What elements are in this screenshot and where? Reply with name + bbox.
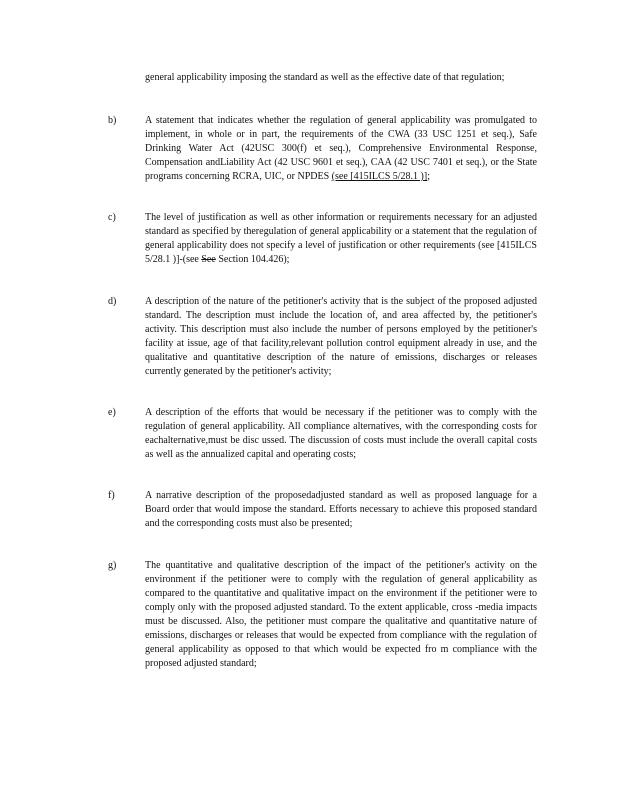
item-text: A description of the nature of the petitioner's activity that is the subject of the proposed adjusted standard. The description must include the location of, and area affected by, the petitioner's activity. This description must also include the number of persons employed by the petitioner's facility at issue, age of that facility,relevant pollution control equipment already in use, and the qualitative and quantitative description of the nature of emissions, discharges or releases currently generated by the petitioner's activity; <box>145 296 537 377</box>
item-text <box>145 211 537 267</box>
item-label: f) <box>108 490 115 501</box>
item-tail: ; <box>427 171 430 182</box>
item-body: A statement that indicates whether the regulation of general applicability was promulgated to implement, in whole or in part, the requirements of the CWA (33 USC 1251 et seq.), Safe Drinking Water Act (42USC 300(f) et seq.), Comprehensive Environmental Response, Compensation andLiability Act (42 USC 9601 et seq.), CAA (42 USC 7401 et seq.), or the State programs concerning RCRA, UIC, or NPDES <box>145 115 537 182</box>
item-text: A description of the efforts that would be necessary if the petitioner was to comply with the regulation of general applicability. All compliance alternatives, with the corresponding costs for eachalternative,must be disc ussed. The discussion of costs must include the overall capital costs as well as the annualized capital and operating costs; <box>145 407 537 460</box>
item-text <box>145 114 537 184</box>
item-label: g) <box>108 560 117 571</box>
item-text: The quantitative and qualitative description of the impact of the petitioner's activity on the environment if the petitioner were to comply with the regulation of general applicability as compared to the quantitative and qualitative impact on the environment if the petitioner were to comply only with the proposed adjusted standard. To the extent applicable, cross -media impacts must be discussed. Also, the petitioner must compare the qualitative and quantitative nature of emissions, discharges or releases that would be expected from compliance with the regulation of general applicability as opposed to that which would be expected fro m compliance with the proposed adjusted standard; <box>145 560 537 669</box>
item-label: d) <box>108 296 117 307</box>
item-tail: Section 104.426); <box>218 254 290 265</box>
item-label: c) <box>108 212 116 223</box>
continuation-paragraph: general applicability imposing the standard as well as the effective date of that regulation; <box>145 72 505 83</box>
struck-text: See <box>201 254 216 265</box>
item-body: The level of justification as well as other information or requirements necessary for an adjusted standard as specified by theregulation of general applicability or a statement that the regulation of general applicability does not specify a level of justification or other requirements (see [415ILCS 5/28.1 )]-(see <box>145 212 537 265</box>
item-text: A narrative description of the proposedadjusted standard as well as proposed language for a Board order that would impose the standard. Efforts necessary to achieve this proposed standard and the corresponding costs must also be presented; <box>145 490 537 529</box>
citation-underlined: (see [415ILCS 5/28.1 )] <box>331 171 428 182</box>
item-label: b) <box>108 115 117 126</box>
item-label: e) <box>108 407 116 418</box>
